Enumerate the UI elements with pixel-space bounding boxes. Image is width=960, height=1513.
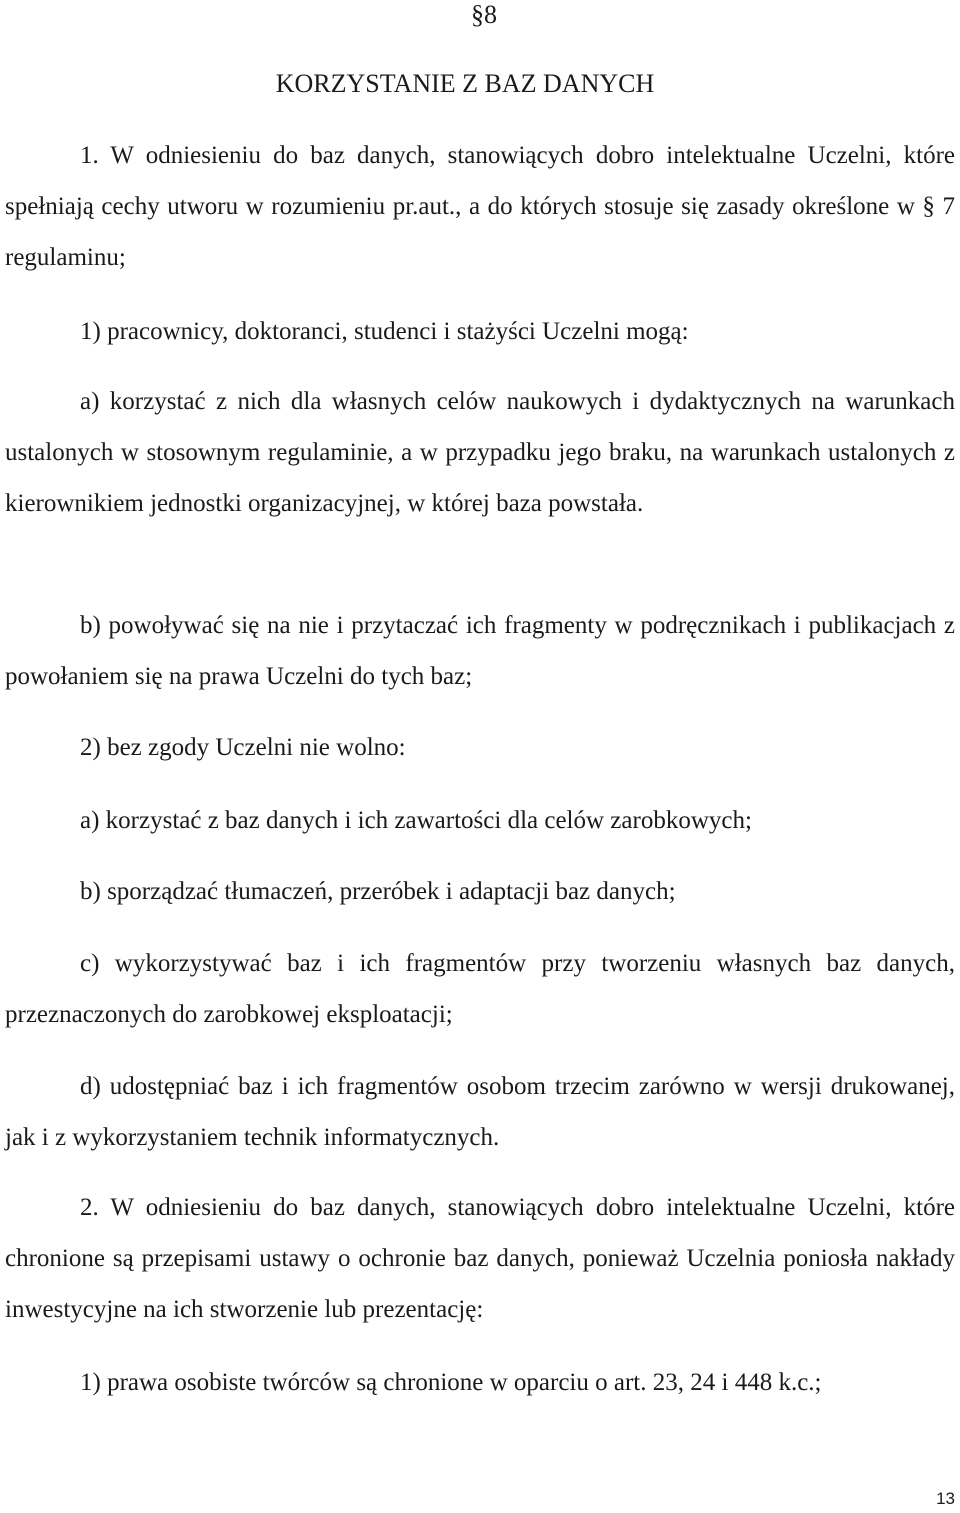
paragraph-1-1-a: a) korzystać z nich dla własnych celów naukowych i dydaktycznych na warunkach ustalonych w stosownym regulaminie, a w przypadku jego braku, na warunkach ustalonych z kierownikiem jednostki organizacyjnej, w której baza powstała. (5, 388, 955, 517)
paragraph-1: 1. W odniesieniu do baz danych, stanowiących dobro intelektualne Uczelni, które spełniają cechy utworu w rozumieniu pr.aut., a do których stosuje się zasady określone w § 7 regulaminu; (5, 142, 955, 271)
paragraph-1-2-d: d) udostępniać baz i ich fragmentów osobom trzecim zarówno w wersji drukowanej, jak i z wykorzystaniem technik informatycznych. (5, 1073, 955, 1151)
paragraph-2-1: 1) prawa osobiste twórców są chronione w oparciu o art. 23, 24 i 448 k.c.; (80, 1369, 822, 1396)
paragraph-2: 2. W odniesieniu do baz danych, stanowiących dobro intelektualne Uczelni, które chronione są przepisami ustawy o ochronie baz danych, ponieważ Uczelnia poniosła nakłady inwestycyjne na ich stworzenie lub prezentację: (5, 1194, 955, 1323)
paragraph-1-2-c: c) wykorzystywać baz i ich fragmentów przy tworzeniu własnych baz danych, przeznaczonych do zarobkowej eksploatacji; (5, 950, 955, 1028)
paragraph-1-1: 1) pracownicy, doktoranci, studenci i stażyści Uczelni mogą: (80, 318, 689, 345)
paragraph-1-1-b: b) powoływać się na nie i przytaczać ich fragmenty w podręcznikach i publikacjach z powołaniem się na prawa Uczelni do tych baz; (5, 612, 955, 690)
section-mark: §8 (471, 0, 497, 29)
paragraph-1-2-a: a) korzystać z baz danych i ich zawartości dla celów zarobkowych; (80, 807, 752, 834)
section-heading: KORZYSTANIE Z BAZ DANYCH (275, 69, 655, 98)
paragraph-1-2-b: b) sporządzać tłumaczeń, przeróbek i adaptacji baz danych; (80, 878, 676, 905)
paragraph-1-2: 2) bez zgody Uczelni nie wolno: (80, 734, 406, 761)
page-number: 13 (936, 1489, 955, 1508)
